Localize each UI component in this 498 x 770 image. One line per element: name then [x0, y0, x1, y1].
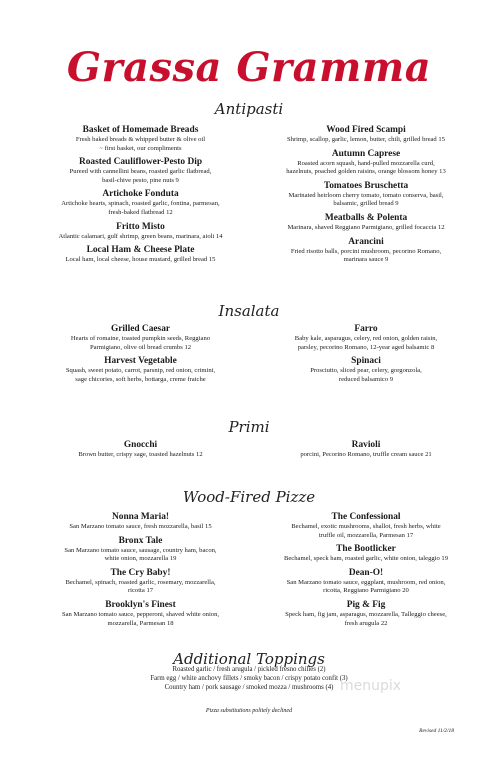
menu-item-description: Atlantic calamari, gulf shrimp, green beans, marinara, aioli 14: [58, 232, 223, 240]
menu-item-description: Marinated heirloom cherry tomato, tomato conserva, basil, balsamic, grilled bread 9: [288, 191, 444, 208]
primi-right-column: [256, 440, 476, 464]
menu-item: [256, 544, 476, 564]
menu-item-name: Artichoke Fonduta: [102, 189, 179, 200]
menu-item-name: Bronx Tale: [118, 535, 163, 546]
antipasti-right-column: [256, 125, 476, 269]
menu-item: [256, 356, 476, 384]
menu-item-name: The Confessional: [331, 512, 401, 522]
menu-item-description: Baby kale, asparagus, celery, red onion, golden raisin, parsley, pecorino Romano, 12-year aged balsamic 8: [294, 335, 438, 351]
menu-item-description: San Marzano tomato sauce, sausage, country ham, bacon, white onion, mozzarella 19: [64, 546, 217, 563]
revised-date: Revised 11/2/18: [419, 728, 454, 734]
menu-item: [28, 324, 253, 352]
menu-item-name: Farro: [354, 324, 378, 334]
menu-item-name: Harvest Vegetable: [104, 356, 177, 367]
menu-item-name: Ravioli: [351, 440, 381, 450]
menu-item-description: Marinara, shaved Reggiano Parmigiano, grilled focaccia 12: [287, 223, 445, 231]
menu-item-name: Nonna Maria!: [111, 512, 170, 522]
toppings-line: Farm egg / white anchovy fillets / smoky bacon / crispy potato confit (3): [150, 674, 348, 682]
pizze-right-column: [256, 512, 476, 632]
toppings-line: Country ham / pork sausage / smoked mozza / mushrooms (4): [164, 683, 334, 691]
menu-item: [28, 536, 253, 564]
section-title-pizze: Wood-Fired Pizze: [182, 488, 316, 506]
menu-item-description: Local ham, local cheese, house mustard, grilled bread 15: [65, 256, 216, 264]
toppings-line: Roasted garlic / fresh arugula / pickled fresno chilies (2): [172, 666, 326, 673]
menu-item-description: Prosciutto, sliced pear, celery, gorgonzola, reduced balsamico 9: [310, 367, 422, 383]
menu-item-description: Fresh baked breads & whipped butter & olive oil ~ first basket, our compliments: [75, 136, 206, 152]
menu-item-name: Meatballs & Polenta: [324, 212, 408, 223]
menu-item-description: Hearts of romaine, toasted pumpkin seeds, Reggiano Parmigiano, olive oil bread crumbs 12: [70, 335, 211, 351]
section-title-primi: Primi: [228, 418, 270, 436]
menu-item-description: San Marzano tomato sauce, fresh mozzarella, basil 15: [69, 523, 212, 530]
menu-item-name: Brooklyn's Finest: [105, 599, 176, 610]
menu-item-name: Roasted Cauliflower-Pesto Dip: [78, 157, 203, 168]
menu-item-description: San Marzano tomato sauce, eggplant, mushroom, red onion, ricotta, Reggiano Parmigiano 20: [286, 578, 446, 595]
menu-item: [28, 356, 253, 384]
menu-item-description: Bechamel, speck ham, roasted garlic, white onion, taleggio 19: [283, 555, 449, 563]
menu-item: [256, 512, 476, 540]
menu-item-description: Fried risotto balls, porcini mushroom, pecorino Romano, marinara sauce 9: [290, 247, 442, 264]
menu-item-name: Autumn Caprese: [331, 148, 401, 159]
menu-item-description: Roasted acorn squash, hand-pulled mozzarella curd, hazelnuts, poached golden raisins, orange blossom honey 13: [286, 159, 446, 176]
menu-item: [256, 149, 476, 177]
menu-item-description: porcini, Pecorino Romano, truffle cream sauce 21: [300, 451, 432, 458]
menu-item-description: Bechamel, spinach, roasted garlic, rosemary, mozzarella, ricotta 17: [65, 578, 216, 595]
menu-item-description: Bechamel, exotic mushrooms, shallot, fresh herbs, white truffle oil, mozzarella, Parmesan 17: [291, 523, 441, 539]
menu-item-name: Local Ham & Cheese Plate: [86, 245, 195, 256]
menu-item: [256, 568, 476, 596]
menu-item-description: Brown butter, crispy sage, toasted hazelnuts 12: [78, 451, 203, 458]
menu-item-description: San Marzano tomato sauce, pepperoni, shaved white onion, mozzarella, Parmesan 18: [61, 610, 220, 627]
menu-item-name: Arancini: [348, 236, 384, 247]
menu-item: [256, 237, 476, 265]
menu-item-name: Spinaci: [351, 356, 381, 367]
insalata-right-column: [256, 324, 476, 388]
toppings-list: [0, 666, 498, 692]
menu-item: [256, 125, 476, 145]
restaurant-logo: Grassa Gramma: [66, 44, 432, 91]
menu-item: [28, 125, 253, 153]
menu-item: [28, 189, 253, 217]
menu-item: [256, 324, 476, 352]
menu-item-name: Wood Fired Scampi: [326, 125, 406, 135]
menu-item: [28, 512, 253, 532]
pizze-left-column: [28, 512, 253, 632]
menu-item: [28, 440, 253, 460]
menu-item: [28, 600, 253, 628]
menu-item-name: Dean-O!: [348, 567, 384, 578]
menu-item-name: The Cry Baby!: [110, 567, 171, 578]
menu-item: [256, 600, 476, 628]
menu-item-name: Grilled Caesar: [110, 324, 171, 334]
menu-item-name: Tomatoes Bruschetta: [323, 180, 409, 191]
menu-item-name: Fritto Misto: [116, 221, 165, 232]
menu-item: [256, 181, 476, 209]
menu-item-name: The Bootlicker: [336, 544, 396, 555]
menu-item: [28, 157, 253, 185]
section-title-insalata: Insalata: [218, 302, 280, 320]
menu-item: [256, 440, 476, 460]
menu-item-description: Squash, sweet potato, carrot, parsnip, red onion, crimini, sage chicories, soft herbs, bottarga, creme fraiche: [65, 367, 216, 383]
antipasti-left-column: [28, 125, 253, 269]
section-title-toppings: Additional Toppings: [173, 650, 325, 668]
menu-item: [28, 245, 253, 265]
menu-item-description: Speck ham, fig jam, asparagus, mozzarella, Talleggio cheese, fresh arugula 22: [285, 610, 447, 627]
menu-item: [28, 568, 253, 596]
insalata-left-column: [28, 324, 253, 388]
menu-item: [256, 213, 476, 233]
menu-item-name: Pig & Fig: [346, 599, 386, 610]
menu-item-name: Basket of Homemade Breads: [82, 125, 199, 135]
primi-left-column: [28, 440, 253, 464]
menu-item-description: Shrimp, scallop, garlic, lemon, butter, chili, grilled bread 15: [287, 136, 445, 143]
menu-item: [28, 222, 253, 242]
menu-item-description: Pureed with cannellini beans, roasted garlic flatbread, basil-chive pesto, pine nuts 9: [69, 168, 212, 184]
section-title-antipasti: Antipasti: [214, 100, 284, 118]
menu-item-name: Gnocchi: [123, 440, 158, 450]
watermark: menupix: [340, 678, 402, 694]
menu-item-description: Artichoke hearts, spinach, roasted garlic, fontina, parmesan, fresh-baked flatbread 12: [61, 200, 220, 216]
substitution-note: Pizza substitutions politely declined: [205, 708, 293, 714]
